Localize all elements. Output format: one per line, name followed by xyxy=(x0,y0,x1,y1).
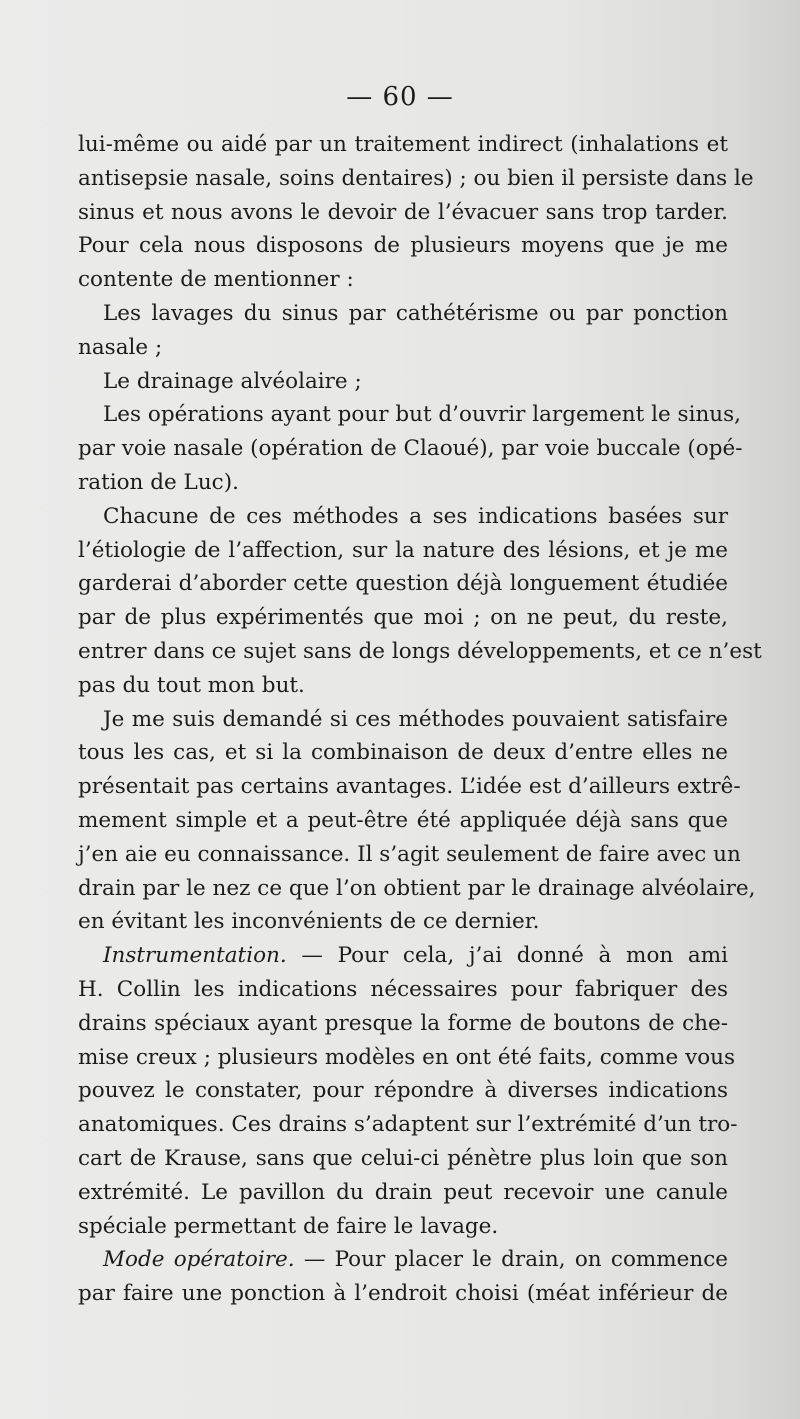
text-line xyxy=(78,601,728,635)
line-text: par faire une ponction à l’endroit choisi (méat inférieur de xyxy=(78,1281,728,1307)
line-text: garderai d’aborder cette question déjà longuement étudiée xyxy=(78,571,728,597)
line-text: drains spéciaux ayant presque la forme de boutons de che- xyxy=(78,1010,728,1036)
text-line xyxy=(78,500,728,534)
text-line xyxy=(78,432,743,466)
text-line xyxy=(78,534,728,568)
line-text: Les opérations ayant pour but d’ouvrir largement le sinus, xyxy=(103,402,742,428)
text-line xyxy=(78,263,728,297)
line-text: H. Collin les indications nécessaires pour fabriquer des xyxy=(78,976,728,1002)
text-line xyxy=(78,229,728,263)
line-text: pas du tout mon but. xyxy=(78,672,305,698)
line-text: Le drainage alvéolaire ; xyxy=(103,368,362,394)
line-text: sinus et nous avons le devoir de l’évacuer sans trop tarder. xyxy=(78,199,728,225)
line-text: j’en aie eu connaissance. Il s’agit seulement de faire avec un xyxy=(78,841,741,867)
line-text: l’étiologie de l’affection, sur la nature des lésions, et je me xyxy=(78,537,728,563)
line-text: présentait pas certains avantages. L’idée est d’ailleurs extrê- xyxy=(78,774,741,800)
line-text: antisepsie nasale, soins dentaires) ; ou bien il persiste dans le xyxy=(78,165,754,191)
line-text: spéciale permettant de faire le lavage. xyxy=(78,1213,499,1239)
text-line xyxy=(78,939,728,973)
line-text: mement simple et a peut-être été appliquée déjà sans que xyxy=(78,807,728,833)
text-line xyxy=(78,1142,728,1176)
text-line xyxy=(78,804,728,838)
line-text: mise creux ; plusieurs modèles en ont été faits, comme vous xyxy=(78,1044,736,1070)
line-text: tous les cas, et si la combinaison de deux d’entre elles ne xyxy=(78,740,728,766)
text-line xyxy=(78,703,728,737)
text-line xyxy=(78,128,728,162)
line-text: contente de mentionner : xyxy=(78,267,354,293)
line-text: nasale ; xyxy=(78,334,163,360)
text-line xyxy=(78,872,756,906)
line-text: en évitant les inconvénients de ce dernier. xyxy=(78,909,540,935)
line-text: lui-même ou aidé par un traitement indirect (inhalations et xyxy=(78,132,728,157)
page-number: — 60 — xyxy=(346,82,454,112)
line-text: cart de Krause, sans que celui-ci pénètre plus loin que son xyxy=(78,1145,728,1171)
body-text xyxy=(78,128,762,1311)
line-text: Je me suis demandé si ces méthodes pouvaient satisfaire xyxy=(103,706,728,732)
line-text: anatomiques. Ces drains s’adaptent sur l’extrémité d’un tro- xyxy=(78,1112,738,1138)
text-line xyxy=(78,297,728,331)
text-line xyxy=(78,1243,728,1277)
text-line xyxy=(78,398,742,432)
text-line xyxy=(78,1074,728,1108)
text-line xyxy=(78,905,728,939)
line-text: — Pour placer le drain, on commence xyxy=(294,1247,729,1273)
text-line xyxy=(78,1007,728,1041)
line-text: Les lavages du sinus par cathétérisme ou par ponction xyxy=(103,300,728,326)
text-line xyxy=(78,567,728,601)
text-line xyxy=(78,669,728,703)
text-line xyxy=(78,736,728,770)
text-line xyxy=(78,1210,728,1244)
text-line xyxy=(78,196,728,230)
section-heading: Mode opératoire. xyxy=(103,1247,295,1273)
text-line xyxy=(78,1041,736,1075)
text-line xyxy=(78,365,728,399)
text-line xyxy=(78,635,762,669)
line-text: drain par le nez ce que l’on obtient par le drainage alvéolaire, xyxy=(78,875,756,901)
line-text: Chacune de ces méthodes a ses indications basées sur xyxy=(103,503,728,529)
text-line xyxy=(78,1277,728,1311)
text-line xyxy=(78,770,741,804)
text-line xyxy=(78,1108,738,1142)
line-text: par voie nasale (opération de Claoué), par voie buccale (opé- xyxy=(78,436,743,462)
text-line xyxy=(78,466,728,500)
text-line xyxy=(78,973,728,1007)
line-text: Pour cela nous disposons de plusieurs moyens que je me xyxy=(78,233,728,259)
text-line xyxy=(78,838,741,872)
line-text: entrer dans ce sujet sans de longs développements, et ce n’est xyxy=(78,638,762,664)
line-text: — Pour cela, j’ai donné à mon ami xyxy=(286,943,728,969)
section-heading: Instrumentation. xyxy=(103,943,287,969)
line-text: par de plus expérimentés que moi ; on ne peut, du reste, xyxy=(78,605,728,631)
text-line xyxy=(78,331,728,365)
line-text: pouvez le constater, pour répondre à diverses indications xyxy=(78,1078,728,1104)
line-text: extrémité. Le pavillon du drain peut recevoir une canule xyxy=(78,1179,728,1205)
line-text: ration de Luc). xyxy=(78,469,239,495)
text-line xyxy=(78,162,754,196)
text-line xyxy=(78,1176,728,1210)
